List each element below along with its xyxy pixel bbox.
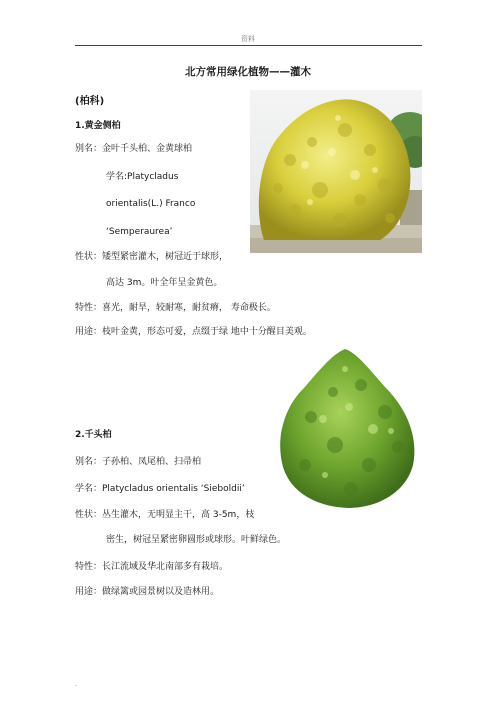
plant-1-sci-line-3: ‘Semperaurea’ — [106, 227, 173, 237]
header-rule — [75, 45, 422, 46]
plant-2-properties: 特性：长江流域及华北南部多有栽培。 — [75, 562, 229, 572]
plant-2-traits-line-1: 性状：丛生灌木，无明显主干，高 3-5m，枝 — [75, 510, 255, 520]
plant-2-alias: 别名：子孙柏、凤尾柏、扫帚柏 — [75, 457, 202, 467]
plant-2-scientific-name: 学名：Platycladus orientalis ‘Sieboldii’ — [75, 484, 245, 494]
page-footer: . — [75, 680, 78, 688]
plant-1-sci-line-2: orientalis(L.) Franco — [106, 199, 196, 209]
plant-2-heading: 2.千头柏 — [75, 430, 112, 440]
plant-1-traits-line-1: 性状：矮型紧密灌木，树冠近于球形， — [75, 252, 229, 262]
document-title: 北方常用绿化植物——灌木 — [185, 66, 311, 78]
page-header: 资料 — [241, 35, 255, 43]
plant-1-uses: 用途：枝叶金黄，形态可爱，点缀于绿 地中十分醒目美观。 — [75, 327, 312, 337]
plant-1-traits-line-2: 高达 3m。叶全年呈金黄色。 — [106, 278, 223, 288]
plant-2-traits-line-2: 密生，树冠呈紧密卵圆形或球形。叶鲜绿色。 — [106, 535, 287, 545]
sieboldii-arborvitae-photo — [273, 347, 423, 510]
plant-2-uses: 用途：做绿篱或园景树以及造林用。 — [75, 587, 220, 597]
golden-arborvitae-photo — [250, 90, 422, 253]
plant-1-sci-line-1: 学名:Platycladus — [106, 172, 179, 182]
plant-1-alias: 别名：金叶千头柏、金黄球柏 — [75, 144, 193, 154]
plant-1-heading: 1.黄金侧柏 — [75, 121, 121, 131]
plant-1-properties: 特性：喜光，耐旱，较耐寒，耐贫瘠， 寿命极长。 — [75, 303, 276, 313]
family-label: (柏科) — [75, 96, 105, 107]
